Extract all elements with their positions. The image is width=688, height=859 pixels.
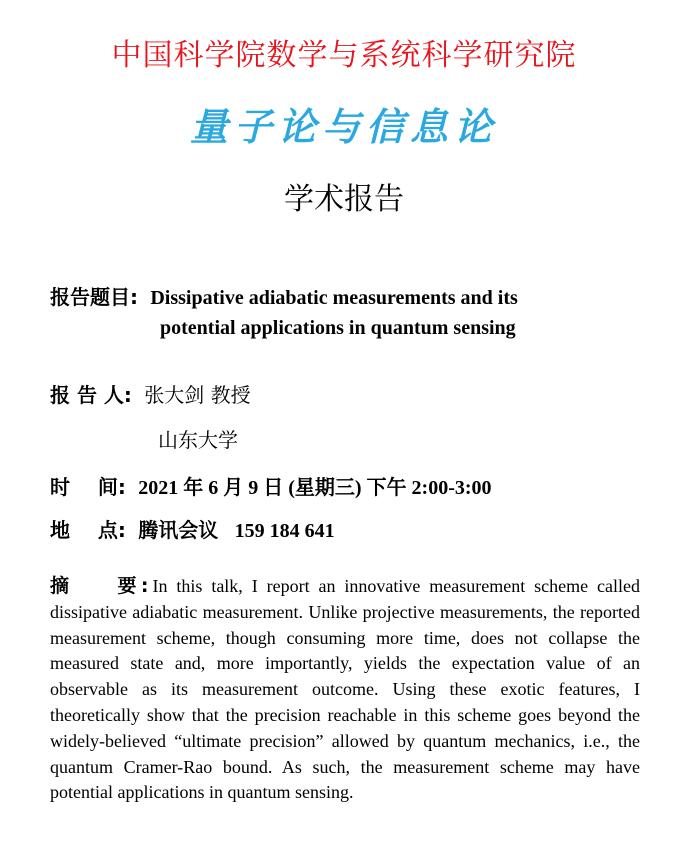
institution-name: 中国科学院数学与系统科学研究院 [111, 38, 577, 73]
meeting-id: 159 184 641 [234, 520, 335, 542]
talk-time: 2021 年 6 月 9 日 (星期三) 下午 2:00-3:00 [138, 477, 492, 499]
speaker-affiliation: 山东大学 [158, 428, 238, 452]
talk-title-line1: Dissipative adiabatic measurements and its [150, 287, 518, 309]
talk-title-line2: potential applications in quantum sensing [160, 317, 516, 339]
time-label: 时 间: [50, 475, 126, 499]
place-row [50, 514, 335, 547]
time-row [50, 471, 492, 504]
speaker-row [50, 379, 251, 411]
speaker-name: 张大剑 教授 [144, 383, 251, 407]
abstract-block [50, 574, 640, 806]
abstract-text: In this talk, I report an innovative measurement scheme called dissipative adiabatic measurement. Unlike projective measurements, the reported measurement scheme, though consuming more time, does not collapse the measured state and, more importantly, yields the expectation value of an observable as its measurement outcome. Using these exotic features, I theoretically show that the precision reachable in this scheme goes beyond the widely-believed “ultimate precision” allowed by quantum mechanics, i.e., the quantum Cramer-Rao bound. As such, the measurement scheme may have potential applications in quantum sensing. [50, 576, 640, 803]
affiliation-row [158, 424, 238, 456]
event-type: 学术报告 [284, 182, 404, 217]
seminar-series-title: 量子论与信息论 [189, 105, 498, 149]
speaker-label: 报 告 人: [50, 383, 132, 407]
talk-title-label: 报告题目: [50, 285, 138, 309]
abstract-label: 摘 要: [50, 575, 149, 597]
talk-title-row [50, 281, 518, 314]
place-name: 腾讯会议 [138, 518, 219, 542]
place-label: 地 点: [50, 518, 126, 542]
